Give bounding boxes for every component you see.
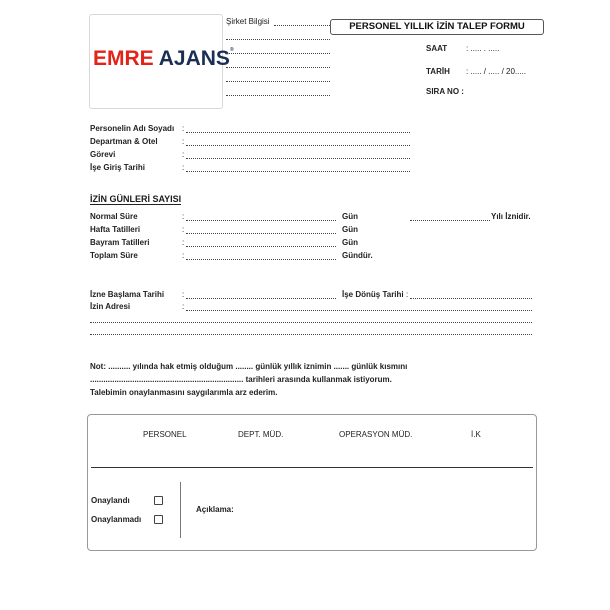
year-suffix: Yılı İznidir. [491,212,531,221]
weekend-colon: : [182,225,185,234]
company-info-label: Şirket Bilgisi [226,17,270,26]
col-ops: OPERASYON MÜD. [339,430,413,439]
tarih-label: TARİH [426,67,450,76]
weekend-label: Hafta Tatilleri [90,225,141,234]
approved-label: Onaylandı [91,496,130,505]
company-line-5[interactable] [226,81,330,82]
tarih-value[interactable]: : ..... / ..... / 20..... [466,67,527,76]
sira-label: SIRA NO : [426,87,464,96]
name-label: Personelin Adı Soyadı [90,124,175,133]
normal-field[interactable] [186,220,336,221]
total-colon: : [182,251,185,260]
note-field-label: Açıklama: [196,505,234,514]
dept-field[interactable] [186,145,410,146]
not-approved-label: Onaylanmadı [91,515,142,524]
company-line-6[interactable] [226,95,330,96]
note-line-3: Talebimin onaylanmasını saygılarımla arz ederim. [90,388,278,397]
company-line-2[interactable] [226,39,330,40]
total-unit: Gündür. [342,251,373,260]
saat-label: SAAT [426,44,448,53]
holiday-field[interactable] [186,246,336,247]
normal-label: Normal Süre [90,212,138,221]
leave-start-colon: : [182,290,185,299]
year-field[interactable] [410,220,490,221]
normal-colon: : [182,212,185,221]
weekend-field[interactable] [186,233,336,234]
leave-days-heading: İZİN GÜNLERİ SAYISI [90,194,182,204]
note-line-2: ..................................................................... tarihleri arasında kullanmak istiyorum. [90,375,392,384]
start-date-field[interactable] [186,171,410,172]
logo-reg: ® [229,47,234,53]
role-field[interactable] [186,158,410,159]
col-personel: PERSONEL [143,430,187,439]
address-field-3[interactable] [90,334,532,335]
approval-divider [180,482,181,538]
logo-part2: AJANS [158,47,230,70]
address-colon: : [182,302,185,311]
company-logo [93,47,234,71]
total-label: Toplam Süre [90,251,138,260]
approved-checkbox[interactable] [154,496,163,505]
name-field[interactable] [186,132,410,133]
return-label: İşe Dönüş Tarihi [342,290,404,299]
company-line-1[interactable] [274,25,330,26]
holiday-unit: Gün [342,238,358,247]
company-line-4[interactable] [226,67,330,68]
name-colon: : [182,124,185,133]
leave-start-field[interactable] [186,298,336,299]
holiday-colon: : [182,238,185,247]
normal-unit: Gün [342,212,358,221]
start-date-label: İşe Giriş Tarihi [90,163,145,172]
role-colon: : [182,150,185,159]
logo-part1: EMRE [93,47,154,70]
dept-label: Departman & Otel [90,137,158,146]
company-line-3[interactable] [226,53,330,54]
note-line-1: Not: .......... yılında hak etmiş olduğum ........ günlük yıllık iznimin ....... günlük kısmını [90,362,408,371]
col-dept: DEPT. MÜD. [238,430,284,439]
return-field[interactable] [410,298,532,299]
total-field[interactable] [186,259,336,260]
holiday-label: Bayram Tatilleri [90,238,150,247]
role-label: Görevi [90,150,116,159]
signature-line [91,467,533,468]
address-field-2[interactable] [90,322,532,323]
weekend-unit: Gün [342,225,358,234]
not-approved-checkbox[interactable] [154,515,163,524]
col-ik: İ.K [471,430,481,439]
dept-colon: : [182,137,185,146]
saat-value[interactable]: : ..... . ..... [466,44,500,53]
leave-start-label: İzne Başlama Tarihi [90,290,165,299]
form-title: PERSONEL YILLIK İZİN TALEP FORMU [330,19,544,35]
return-colon: : [406,290,409,299]
start-date-colon: : [182,163,185,172]
address-label: İzin Adresi [90,302,131,311]
address-field-1[interactable] [186,310,532,311]
